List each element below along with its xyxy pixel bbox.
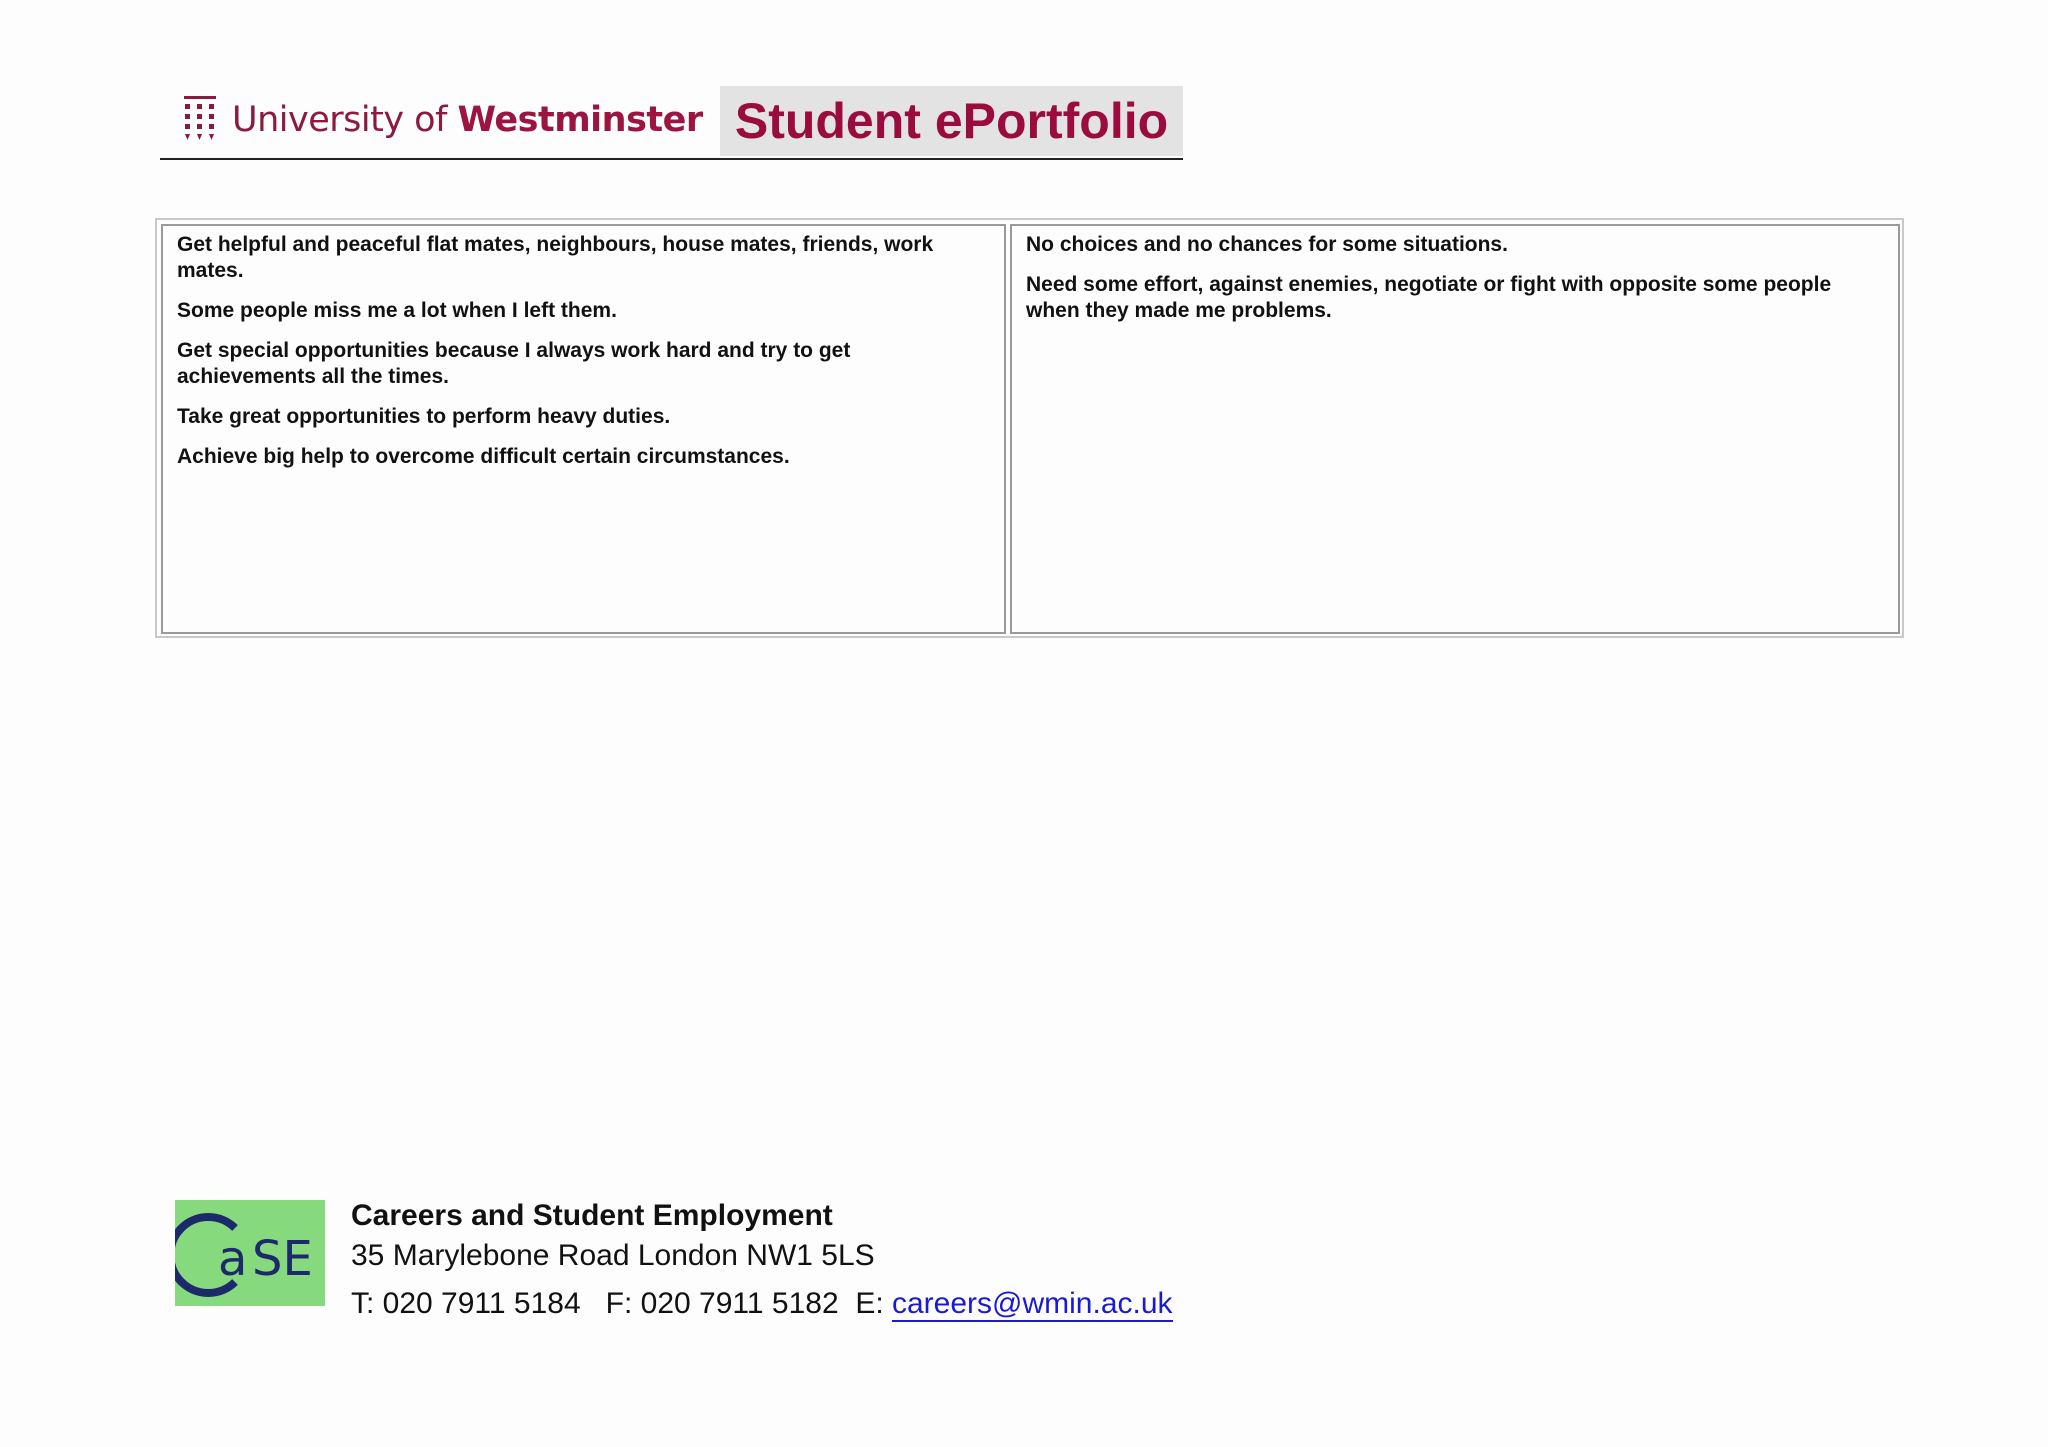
svg-text:SE: SE xyxy=(252,1231,313,1287)
table-cell-right xyxy=(1010,224,1900,634)
list-item: Get helpful and peaceful flat mates, neighbours, house mates, friends, work mates. xyxy=(177,233,934,282)
list-item: Achieve big help to overcome difficult certain circumstances. xyxy=(177,445,790,468)
email-link[interactable]: careers@wmin.ac.uk xyxy=(892,1287,1173,1320)
phone-number: T: 020 7911 5184 xyxy=(351,1287,581,1320)
organisation-name: Careers and Student Employment xyxy=(351,1199,833,1232)
list-item: Take great opportunities to perform heavy duties. xyxy=(177,405,671,428)
address: 35 Marylebone Road London NW1 5LS xyxy=(351,1239,875,1272)
page-header xyxy=(160,86,1183,160)
list-item: No choices and no chances for some situations. xyxy=(1026,233,1508,256)
email-label: E: xyxy=(855,1287,892,1320)
university-logo xyxy=(182,90,703,150)
page-footer xyxy=(175,1198,1175,1338)
content-table xyxy=(155,218,1904,638)
fax-number: F: 020 7911 5182 xyxy=(605,1287,839,1320)
list-item: Need some effort, against enemies, negotiate or fight with opposite some people when they made me problems. xyxy=(1026,273,1832,322)
list-item: Some people miss me a lot when I left them. xyxy=(177,299,617,322)
footer-contact xyxy=(351,1198,1173,1322)
svg-text:a: a xyxy=(218,1231,248,1287)
university-name: University of Westminster xyxy=(232,100,703,140)
list-item: Get special opportunities because I always work hard and try to get achievements all the times. xyxy=(177,339,851,388)
case-logo-icon xyxy=(175,1200,325,1306)
contact-line xyxy=(351,1286,1173,1322)
westminster-portcullis-icon xyxy=(182,96,218,144)
page-title: Student ePortfolio xyxy=(734,93,1169,149)
title-banner xyxy=(720,86,1183,156)
table-cell-left xyxy=(161,224,1006,634)
case-logo xyxy=(175,1200,325,1306)
